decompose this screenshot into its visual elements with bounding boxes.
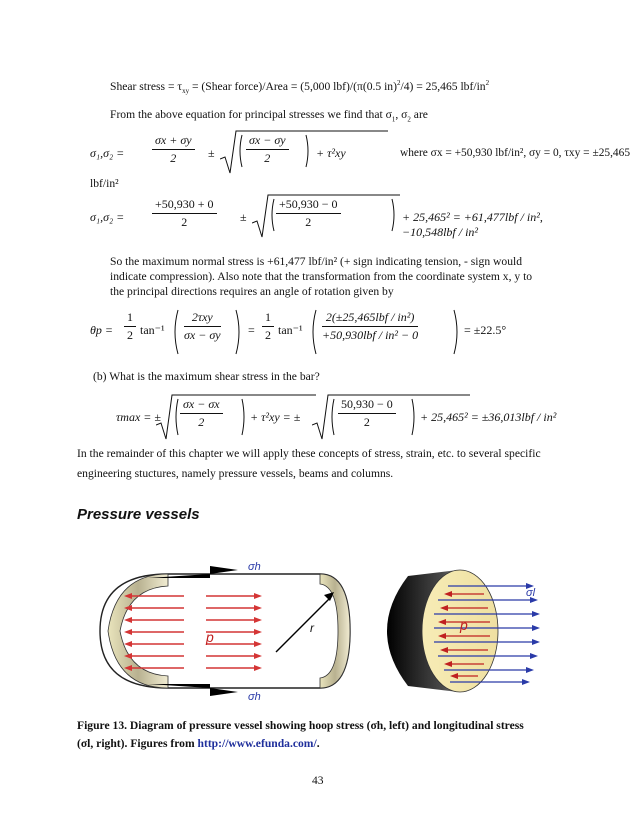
fraction-diff: [276, 197, 341, 230]
fraction-diff: [180, 397, 223, 430]
pressure-label-right: p: [460, 617, 468, 633]
fraction-tau: [184, 310, 221, 343]
eq-lhs: τmax = ±: [116, 410, 161, 424]
superscript: 2: [485, 79, 490, 87]
fraction-values: [338, 397, 396, 430]
subscript: xy: [182, 87, 190, 96]
text: , σ: [395, 108, 408, 121]
paragraph-line: So the maximum normal stress is +61,477 lbf/in² (+ sign indicating tension, - sign would: [110, 255, 523, 268]
tau-term: + τ²xy = ±: [250, 410, 301, 424]
eq-tail: + 25,465² = ±36,013lbf / in²: [420, 410, 557, 424]
eq-lhs: σ₁,σ₂ =: [90, 146, 125, 160]
eq-lhs: σ₁,σ₂ =: [90, 210, 125, 224]
page-number: 43: [312, 775, 324, 787]
plus-minus: ±: [208, 146, 215, 160]
paragraph-line: the principal directions requires an angle of rotation given by: [110, 285, 394, 298]
sigma-h-top-label: σh: [248, 561, 261, 573]
principal-stresses-intro: [110, 107, 428, 127]
efunda-link[interactable]: http://www.efunda.com/: [197, 737, 317, 750]
fraction-sum: [152, 197, 217, 230]
denominator: 2: [264, 151, 271, 165]
tan-inverse: tan⁻¹: [140, 323, 165, 337]
paragraph-line: In the remainder of this chapter we will apply these concepts of stress, strain, etc. to several specific: [77, 447, 541, 460]
question-b: (b) What is the maximum shear stress in the bar?: [93, 370, 320, 383]
denominator: 2: [170, 151, 177, 165]
denominator: 2: [363, 415, 370, 429]
numerator: 50,930 − 0: [338, 397, 396, 414]
units-continuation: lbf/in²: [90, 177, 119, 190]
numerator: 2(±25,465lbf / in²): [322, 310, 418, 327]
tan-inverse: tan⁻¹: [278, 323, 303, 337]
sigma-l-label: σl: [526, 587, 536, 599]
equation-principal-stress-general: [90, 133, 631, 177]
equation-principal-stress-values: [90, 197, 570, 241]
denominator: 2: [127, 328, 133, 342]
fraction-half: [262, 310, 274, 343]
figure-caption-line2: [77, 735, 320, 752]
eq-tail: + 25,465² = +61,477lbf / in², −10,548lbf / in²: [402, 210, 543, 239]
denominator: 2: [265, 328, 271, 342]
fraction-sum: [152, 133, 195, 166]
numerator: σx − σx: [180, 397, 223, 414]
equals: =: [248, 323, 255, 337]
text: are: [410, 108, 428, 121]
tau-term: + τ²xy: [316, 146, 346, 160]
numerator: σx − σy: [246, 133, 289, 150]
denominator: σx − σy: [184, 328, 221, 342]
plus-minus: ±: [240, 210, 247, 224]
numerator: 2τxy: [184, 310, 221, 327]
paragraph-line: indicate compression). Also note that the transformation from the coordinate system x, y to: [110, 270, 533, 283]
sigma-h-bottom-label: σh: [248, 691, 261, 703]
equation-max-shear: [116, 395, 576, 443]
paragraph-line: engineering stuctures, namely pressure vessels, beams and columns.: [77, 467, 394, 480]
superscript: 2: [396, 79, 401, 87]
eq-lhs: θp =: [90, 323, 113, 337]
caption-text: (σl, right). Figures from: [77, 737, 198, 750]
result: = ±22.5°: [464, 323, 507, 337]
pressure-vessel-figure: [88, 556, 552, 706]
numerator: σx + σy: [152, 133, 195, 150]
subscript: 2: [407, 115, 411, 124]
numerator: +50,930 − 0: [276, 197, 341, 214]
denominator: 2: [181, 215, 188, 229]
pressure-label-left: p: [206, 629, 214, 645]
denominator: +50,930lbf / in² − 0: [322, 328, 419, 342]
caption-period: .: [316, 737, 320, 750]
section-heading: Pressure vessels: [77, 506, 200, 523]
where-clause: where σx = +50,930 lbf/in², σy = 0, τxy = ±25,465: [400, 147, 631, 159]
text: = (Shear force)/Area = (5,000 lbf)/(π(0.5 in): [189, 79, 397, 93]
text: From the above equation for principal stresses we find that σ: [110, 108, 392, 121]
subscript: 1: [391, 115, 396, 124]
numerator: 1: [262, 310, 274, 327]
shear-stress-line: [110, 75, 489, 99]
denominator: 2: [198, 415, 205, 429]
denominator: 2: [305, 215, 312, 229]
fraction-diff: [246, 133, 289, 166]
radius-label: r: [310, 621, 314, 635]
equation-rotation-angle: [90, 308, 570, 356]
fraction-half: [124, 310, 136, 343]
text: /4) = 25,465 lbf/in: [400, 79, 486, 93]
fraction-values: [322, 310, 418, 343]
text: Shear stress = τ: [110, 79, 183, 93]
numerator: +50,930 + 0: [152, 197, 217, 214]
figure-caption-line1: Figure 13. Diagram of pressure vessel showing hoop stress (σh, left) and longitudinal stress: [77, 719, 524, 732]
numerator: 1: [124, 310, 136, 327]
